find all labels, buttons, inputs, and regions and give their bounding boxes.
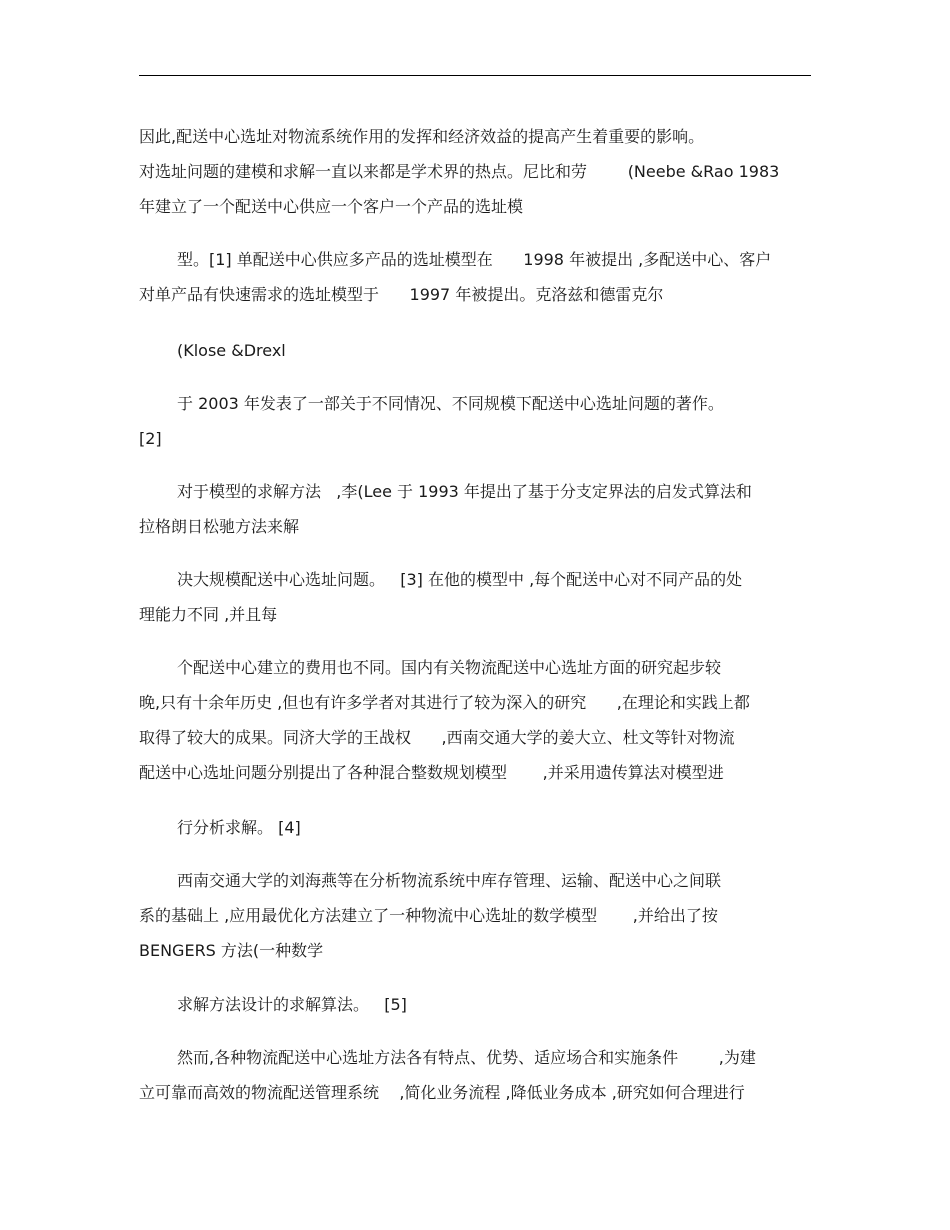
text-line-16: 配送中心选址问题分别提出了各种混合整数规划模型 ,并采用遗传算法对模型进 xyxy=(139,763,724,782)
text-line-20: BENGERS 方法(一种数学 xyxy=(139,941,324,960)
text-line-14: 晚,只有十余年历史 ,但也有许多学者对其进行了较为深入的研究 ,在理论和实践上都 xyxy=(139,693,750,712)
text-line-23: 立可靠而高效的物流配送管理系统 ,简化业务流程 ,降低业务成本 ,研究如何合理进行 xyxy=(139,1083,745,1102)
text-line-4: 型。[1] 单配送中心供应多产品的选址模型在 1998 年被提出 ,多配送中心、客户 xyxy=(177,250,772,269)
text-line-7: 于 2003 年发表了一部关于不同情况、不同规模下配送中心选址问题的著作。 xyxy=(177,394,724,413)
text-line-21: 求解方法设计的求解算法。 [5] xyxy=(177,995,407,1014)
text-line-17: 行分析求解。 [4] xyxy=(177,818,301,837)
text-line-18: 西南交通大学的刘海燕等在分析物流系统中库存管理、运输、配送中心之间联 xyxy=(177,871,722,890)
text-line-3: 年建立了一个配送中心供应一个客户一个产品的选址模 xyxy=(139,197,524,216)
text-line-19: 系的基础上 ,应用最优化方法建立了一种物流中心选址的数学模型 ,并给出了按 xyxy=(139,906,718,925)
text-line-8: [2] xyxy=(139,429,162,448)
text-line-5: 对单产品有快速需求的选址模型于 1997 年被提出。克洛兹和德雷克尔 xyxy=(139,285,664,304)
text-line-10: 拉格朗日松驰方法来解 xyxy=(139,517,300,536)
text-line-9: 对于模型的求解方法 ,李(Lee 于 1993 年提出了基于分支定界法的启发式算法和 xyxy=(177,482,752,501)
text-line-15: 取得了较大的成果。同济大学的王战权 ,西南交通大学的姜大立、杜文等针对物流 xyxy=(139,728,735,747)
text-line-11: 决大规模配送中心选址问题。 [3] 在他的模型中 ,每个配送中心对不同产品的处 xyxy=(177,570,743,589)
text-line-22: 然而,各种物流配送中心选址方法各有特点、优势、适应场合和实施条件 ,为建 xyxy=(177,1048,756,1067)
text-line-12: 理能力不同 ,并且每 xyxy=(139,605,278,624)
text-line-1: 因此,配送中心选址对物流系统作用的发挥和经济效益的提高产生着重要的影响。 xyxy=(139,127,705,146)
text-line-6: (Klose &Drexl xyxy=(177,341,286,360)
text-line-13: 个配送中心建立的费用也不同。国内有关物流配送中心选址方面的研究起步较 xyxy=(177,658,722,677)
text-line-2: 对选址问题的建模和求解一直以来都是学术界的热点。尼比和劳 (Neebe &Rao 1983 xyxy=(139,162,780,181)
header-rule xyxy=(139,75,811,76)
